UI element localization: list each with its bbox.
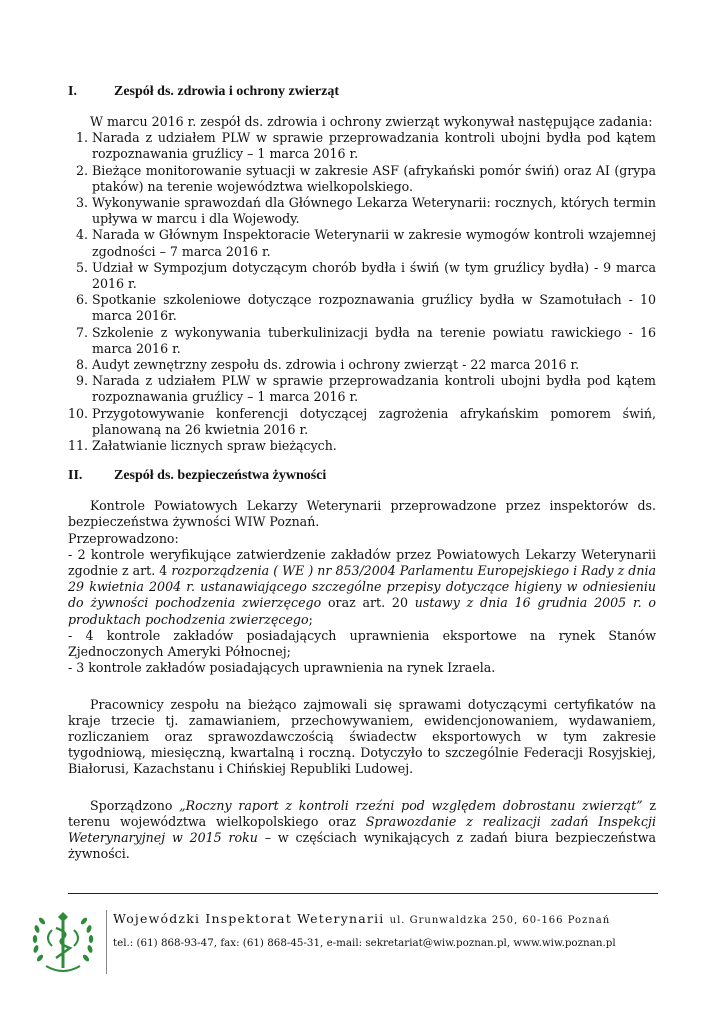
task-text: Załatwianie licznych spraw bieżących. bbox=[92, 438, 337, 454]
task-item bbox=[68, 195, 656, 227]
task-number: 9. bbox=[75, 373, 88, 389]
bullet-1-text-b: oraz art. 20 bbox=[321, 595, 415, 611]
bullet-israel-export: - 3 kontrole zakładów posiadających uprawnienia na rynek Izraela. bbox=[68, 660, 496, 676]
task-item bbox=[68, 260, 656, 292]
reports-text-b: z terenu województwa wielkopolskiego oraz bbox=[68, 797, 656, 829]
section-1-intro: W marcu 2016 r. zespół ds. zdrowia i ochrony zwierząt wykonywał następujące zadania: bbox=[90, 114, 653, 129]
task-item bbox=[68, 438, 656, 454]
report-title: Sprawozdanie z realizacji zadań Inspekcji Weterynaryjnej w 2015 roku bbox=[68, 813, 656, 845]
reports-text-a: Sporządzono bbox=[90, 797, 180, 813]
annual-report-title: „Roczny raport z kontroli rzeźni pod względem dobrostanu zwierząt” bbox=[179, 797, 643, 813]
footer-separator bbox=[106, 910, 107, 974]
task-number: 10. bbox=[68, 405, 89, 421]
section-1-heading bbox=[68, 84, 656, 100]
task-text: Szkolenie z wykonywania tuberkulinizacji bydła na terenie powiatu rawickiego - 16 marca 2016 r. bbox=[92, 324, 656, 356]
task-number: 8. bbox=[75, 357, 88, 373]
task-item bbox=[68, 292, 656, 324]
task-text: Udział w Sympozjum dotyczącym chorób bydła i świń (w tym gruźlicy bydła) - 9 marca 2016 r. bbox=[92, 259, 656, 292]
task-text: Narada z udziałem PLW w sprawie przeprowadzania kontroli ubojni bydła pod kątem rozpoznawania gruźlicy – 1 marca 2016 r. bbox=[92, 373, 656, 405]
task-item bbox=[68, 325, 656, 357]
bullet-usa-export: - 4 kontrole zakładów posiadających uprawnienia eksportowe na rynek Stanów Zjednoczonych Ameryki Północnej; bbox=[68, 627, 656, 660]
section-2-title: Zespół ds. bezpieczeństwa żywności bbox=[114, 468, 327, 484]
section-1-title: Zespół ds. zdrowia i ochrony zwierząt bbox=[114, 84, 340, 99]
task-number: 6. bbox=[75, 292, 88, 308]
certificates-paragraph: Pracownicy zespołu na bieżąco zajmowali się sprawami dotyczącymi certyfikatów na kraje trzecie tj. zamawianiem, przechowywaniem, ewidencjonowaniem, wydawaniem, rozliczaniem oraz sprawozdawczością świadectw eksportowych w tym zakresie tygodniową, miesięczną, kwartalną i roczną. Dotyczyło to szczególnie Federacji Rosyjskiej, Białorusi, Kazachstanu i Chińskiej Republiki Ludowej. bbox=[68, 696, 656, 777]
task-list bbox=[68, 130, 656, 454]
task-number: 5. bbox=[75, 259, 88, 275]
footer-contact-line: tel.: (61) 868-93-47, fax: (61) 868-45-31, e-mail: sekretariat@wiw.poznan.pl, www.wiw.poznan.pl bbox=[113, 937, 616, 949]
reports-paragraph bbox=[68, 798, 656, 863]
task-number: 1. bbox=[75, 130, 88, 146]
task-number: 11. bbox=[68, 438, 89, 454]
task-text: Bieżące monitorowanie sytuacji w zakresie ASF (afrykański pomór świń) oraz AI (grypa ptaków) na terenie województwa wielkopolskiego. bbox=[92, 162, 656, 194]
task-number: 3. bbox=[75, 195, 88, 211]
bullet-approval-controls bbox=[68, 547, 656, 628]
task-text: Narada w Głównym Inspektoracie Weterynarii w zakresie wymogów kontroli wzajemnej zgodności – 7 marca 2016 r. bbox=[92, 227, 656, 259]
performed-label: Przeprowadzono: bbox=[68, 530, 179, 546]
task-item bbox=[68, 227, 656, 259]
bullet-1-text-a: - 2 kontrole weryfikujące zatwierdzenie zakładów przez Powiatowych Lekarzy Weterynarii zgodnie z art. 4 bbox=[68, 546, 656, 579]
org-name: Wojewódzki Inspektorat Weterynarii bbox=[113, 911, 385, 926]
task-text: Audyt zewnętrzny zespołu ds. zdrowia i ochrony zwierząt - 22 marca 2016 r. bbox=[92, 357, 580, 373]
reports-text-c: – w częściach wynikających z zadań biura bezpieczeństwa żywności. bbox=[68, 829, 656, 862]
task-number: 2. bbox=[75, 162, 88, 178]
task-item bbox=[68, 373, 656, 405]
task-number: 4. bbox=[75, 227, 88, 243]
task-text: Narada z udziałem PLW w sprawie przeprowadzania kontroli ubojni bydła pod kątem rozpoznawania gruźlicy – 1 marca 2016 r. bbox=[92, 130, 656, 162]
section-2-number: II. bbox=[68, 468, 83, 484]
section-2-heading bbox=[68, 468, 656, 484]
document-body bbox=[68, 84, 656, 862]
footer-divider bbox=[68, 893, 658, 894]
task-text: Przygotowywanie konferencji dotyczącej zagrożenia afrykańskim pomorem świń, planowaną na 26 kwietnia 2016 r. bbox=[92, 405, 656, 437]
regulation-reference: rozporządzenia ( WE ) nr 853/2004 Parlamentu Europejskiego i Rady z dnia 29 kwietnia 2004 r. ustanawiającego szczególne przepisy dotyczące higieny w odniesieniu do żywności pochodzenia zwierzęcego bbox=[68, 563, 657, 611]
task-text: Wykonywanie sprawozdań dla Głównego Lekarza Weterynarii: rocznych, których termin upływa w marcu i dla Wojewody. bbox=[92, 195, 656, 227]
inspections-paragraph: Kontrole Powiatowych Lekarzy Weterynarii przeprowadzone przez inspektorów ds. bezpieczeństwa żywności WIW Poznań. bbox=[68, 498, 656, 530]
task-text: Spotkanie szkoleniowe dotyczące rozpoznawania gruźlicy bydła w Szamotułach - 10 marca 2016r. bbox=[92, 292, 656, 324]
act-reference: ustawy z dnia 16 grudnia 2005 r. o produktach pochodzenia zwierzęcego bbox=[68, 595, 656, 627]
task-item bbox=[68, 130, 656, 162]
task-item bbox=[68, 357, 656, 373]
bullet-1-text-c: ; bbox=[308, 611, 313, 627]
task-number: 7. bbox=[75, 324, 88, 340]
task-item bbox=[68, 163, 656, 195]
org-address: ul. Grunwaldzka 250, 60-166 Poznań bbox=[389, 915, 611, 926]
veterinary-caduceus-wreath-logo bbox=[28, 908, 98, 978]
footer-org-line bbox=[113, 911, 610, 926]
task-item bbox=[68, 406, 656, 438]
section-1-number: I. bbox=[68, 84, 77, 99]
